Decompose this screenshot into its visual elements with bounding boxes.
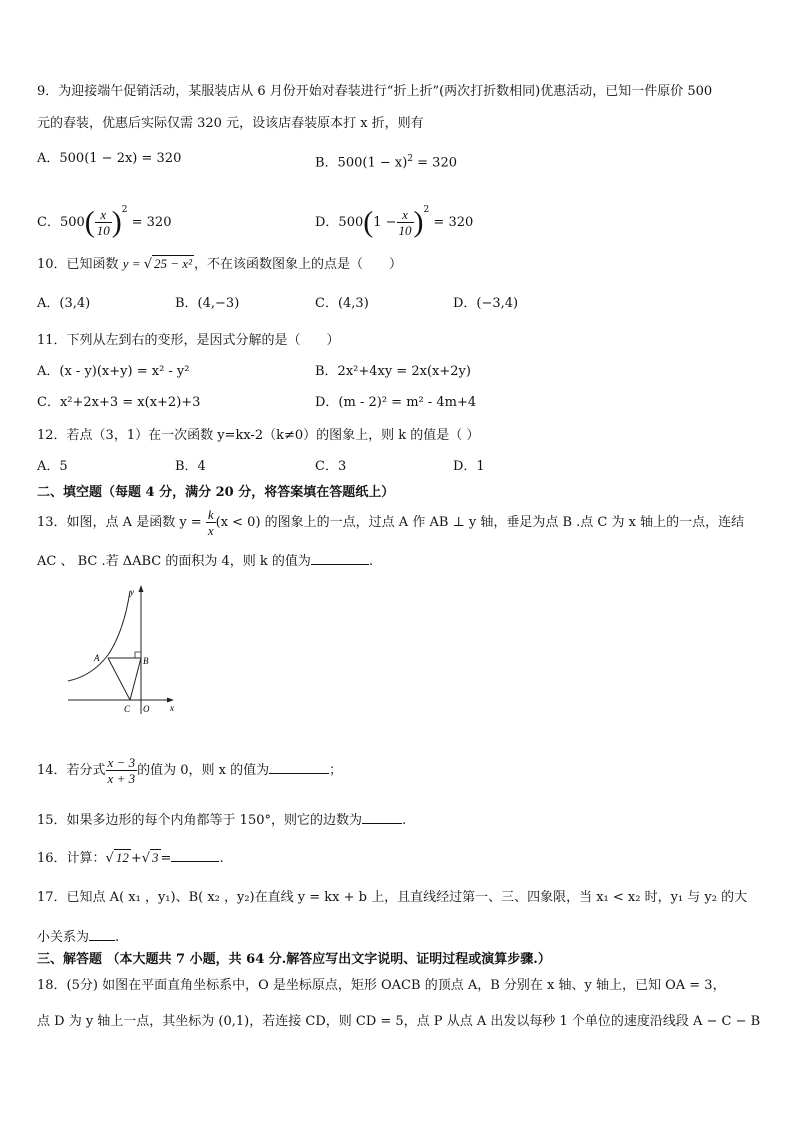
label-y: y [130,587,134,597]
q9-option-b-exp: 2 [407,154,414,164]
right-angle-mark [135,652,141,658]
segment-bc [130,658,141,700]
q13-fraction [206,507,216,538]
q9-option-c-rparen: ) [111,205,122,239]
q13-den: x [207,523,214,538]
q18-stem-line1: 18．(5分) 如图在平面直角坐标系中，O 是坐标原点，矩形 OACB 的顶点 A，B 分别在 x 轴、y 轴上，已知 OA = 3， [37,978,726,993]
q14-answer-blank[interactable] [269,760,329,774]
q10-option-c: C．(4,3) [315,296,369,311]
q10-stem [37,255,402,274]
q9-option-c-lparen: ( [84,205,95,239]
q13-middle: (x < 0) 的图象上的一点，过点 A 作 AB ⊥ y 轴，垂足为点 B .点 C 为 x 轴上的一点，连结 [215,515,745,530]
section-2-heading: 二、填空题（每题 4 分，满分 20 分，将答案填在答题纸上） [37,485,395,500]
q14-den: x + 3 [107,771,136,786]
label-o: O [143,704,150,714]
q16-sqrt-sign-2: √ [141,851,151,866]
q11-option-d: D．(m - 2)² = m² - 4m+4 [315,395,477,410]
q9-option-d-num: x [397,207,414,223]
q12-option-d: D．1 [453,459,485,474]
q11-option-c: C．x²+2x+3 = x(x+2)+3 [37,395,201,410]
q9-stem-line1: 9．为迎接端午促销活动，某服装店从 6 月份开始对春装进行“折上折”(两次打折数相同)优惠活动，已知一件原价 500 [37,84,713,99]
q16-answer-blank[interactable] [171,848,219,862]
q12-stem: 12．若点（3，1）在一次函数 y=kx-2（k≠0）的图象上，则 k 的值是（ ） [37,428,480,443]
q10-func: y = [122,256,144,271]
q15-answer-blank[interactable] [362,810,402,824]
q9-option-c-fraction [95,207,112,238]
q11-option-a: A．(x - y)(x+y) = x² - y² [37,364,190,379]
q9-option-c [37,190,171,243]
q11-option-b: B．2x²+4xy = 2x(x+2y) [315,364,471,379]
q9-option-d-exp: 2 [423,205,430,215]
q16-prefix: 16．计算： [37,851,106,866]
q11-stem: 11．下列从左到右的变形，是因式分解的是（ ） [37,333,340,348]
q16-end: . [219,851,224,866]
q13-prefix: 13．如图，点 A 是函数 y = [37,515,206,530]
q9-option-d-lparen: ( [363,205,374,239]
q17-stem-line1: 17．已知点 A( x₁ ，y₁)、B( x₂ ，y₂)在直线 y = kx + b 上，且直线经过第一、三、四象限，当 x₁ < x₂ 时，y₁ 与 y₂ 的大 [37,890,748,905]
q10-option-a: A．(3,4) [37,296,91,311]
q17-stem-line2 [37,927,119,947]
q14-stem [37,752,342,790]
q10-option-b: B．(4,−3) [175,296,240,311]
hyperbola-curve [68,591,130,681]
q10-suffix: ，不在该函数图象上的点是（ ） [193,257,402,272]
q17-line2-text: 小关系为 [37,930,90,945]
q13-stem-line2 [37,551,373,571]
q9-option-d-fraction [397,207,414,238]
q9-option-b-base: B．500(1 − x) [315,155,408,171]
q14-suffix: 的值为 0，则 x 的值为 [137,763,270,778]
q9-option-c-exp: 2 [121,205,128,215]
label-b: B [143,656,149,666]
q9-option-b-rhs: = 320 [413,155,457,171]
q14-prefix: 14．若分式 [37,763,106,778]
q9-option-d-coef: D．500 [315,215,364,230]
q15-text: 15．如果多边形的每个内角都等于 150°，则它的边数为 [37,813,362,828]
q12-option-b: B．4 [175,459,206,474]
q17-answer-blank[interactable] [89,927,115,941]
q13-end: . [368,554,374,569]
q13-figure [62,583,180,715]
q16-sqrt-sign-1: √ [105,851,114,866]
q18-stem-line2: 点 D 为 y 轴上一点，其坐标为 (0,1)，若连接 CD，则 CD = 5，点 P 从点 A 出发以每秒 1 个单位的速度沿线段 A − C − B [37,1014,761,1029]
segment-ac [108,658,130,700]
q17-end: . [115,930,120,945]
q16-stem [37,848,224,868]
q9-option-b [315,150,457,172]
q9-option-c-rhs: = 320 [127,215,172,230]
q12-option-a: A．5 [37,459,68,474]
q15-stem [37,810,406,830]
q9-option-d-den: 10 [398,223,412,238]
q13-answer-blank[interactable] [311,551,369,565]
q9-option-c-den: 10 [96,223,110,238]
q14-end: ； [329,763,343,778]
q9-option-a: A．500(1 − 2x) = 320 [37,151,182,166]
section-3-heading: 三、解答题 （本大题共 7 小题，共 64 分.解答应写出文字说明、证明过程或演算步骤.） [37,952,551,967]
label-x: x [170,703,174,713]
q9-option-d-rhs: = 320 [429,215,474,230]
q15-end: . [402,813,407,828]
q9-option-d-rparen: ) [413,205,424,239]
q9-option-c-num: x [95,207,112,223]
q9-option-d-one: 1 − [373,215,397,230]
q13-stem-line1 [37,505,744,541]
label-a: A [94,653,100,663]
q10-sqrt-sign: √ [143,257,153,272]
q16-plus: + [130,851,142,866]
q16-radicand-1: 12 [115,850,129,865]
q16-radicand-2: 3 [152,850,159,865]
q9-stem-line2: 元的春装，优惠后实际仅需 320 元，设该店春装原本打 x 折，则有 [37,116,424,131]
x-axis-arrow [167,698,174,703]
label-c: C [124,704,131,714]
q10-prefix: 10．已知函数 [37,257,123,272]
q14-fraction [106,755,138,786]
q13-num: k [207,507,214,522]
q9-option-d [315,190,473,243]
q12-option-c: C．3 [315,459,347,474]
q14-num: x − 3 [107,755,136,770]
q13-line2-text: AC 、 BC .若 ΔABC 的面积为 4，则 k 的值为 [37,554,311,569]
y-axis-arrow [139,585,144,592]
q16-equals: = [160,851,172,866]
q10-radicand: 25 − x² [154,256,192,271]
q10-option-d: D．(−3,4) [453,296,519,311]
q9-option-c-coef: C．500 [37,215,85,230]
